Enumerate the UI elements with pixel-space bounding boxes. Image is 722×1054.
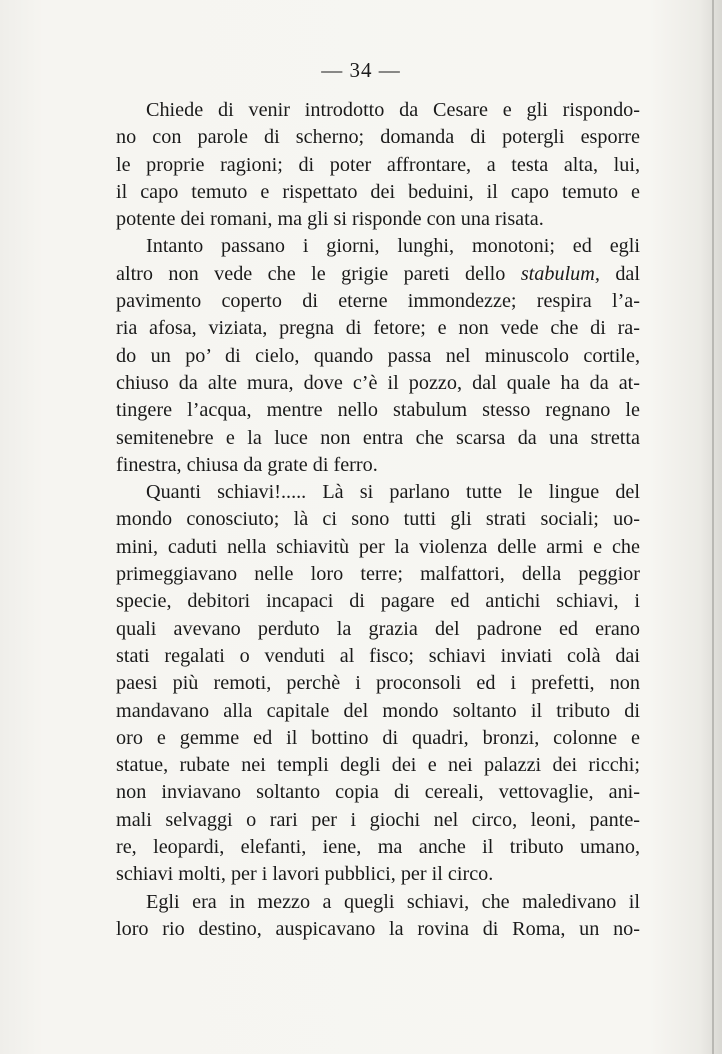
text-line: specie, debitori incapaci di pagare ed antichi schiavi, i bbox=[116, 590, 640, 613]
text-line: primeggiavano nelle loro terre; malfattori, della peggior bbox=[116, 563, 640, 586]
text-line: stati regalati o venduti al fisco; schiavi inviati colà dai bbox=[116, 644, 640, 667]
text-line: tingere l’acqua, mentre nello stabulum stesso regnano le bbox=[116, 399, 640, 422]
text-line: re, leopardi, elefanti, iene, ma anche il tributo umano, bbox=[116, 836, 640, 859]
page-number: — 34 — bbox=[321, 58, 401, 82]
text-line: semitenebre e la luce non entra che scarsa da una stretta bbox=[116, 426, 640, 449]
text-line: do un po’ di cielo, quando passa nel minuscolo cortile, bbox=[116, 344, 640, 367]
text-line: mandavano alla capitale del mondo soltanto il tributo di bbox=[116, 699, 640, 722]
text-line: il capo temuto e rispettato dei beduini, il capo temuto e bbox=[116, 180, 640, 203]
text-line: paesi più remoti, perchè i proconsoli ed i prefetti, non bbox=[116, 672, 640, 695]
text-line: Chiede di venir introdotto da Cesare e gli rispondo- bbox=[146, 99, 640, 121]
text-line: oro e gemme ed il bottino di quadri, bronzi, colonne e bbox=[116, 726, 640, 749]
text-line: Intanto passano i giorni, lunghi, monotoni; ed egli bbox=[146, 235, 640, 258]
paragraph-4 bbox=[116, 889, 640, 944]
text-line: finestra, chiusa da grate di ferro. bbox=[116, 453, 378, 476]
text-line-with-italic: altro non vede che le grigie pareti dello stabulum, dal bbox=[116, 262, 640, 285]
text-line: quali avevano perduto la grazia del padrone ed erano bbox=[116, 617, 640, 640]
italic-word: stabulum, bbox=[520, 262, 600, 285]
paragraph-2 bbox=[116, 233, 640, 479]
text-line: statue, rubate nei templi degli dei e nei palazzi dei ricchi; bbox=[116, 754, 640, 777]
text-line: loro rio destino, auspicavano la rovina di Roma, un no- bbox=[116, 917, 640, 940]
text-line: ria afosa, viziata, pregna di fetore; e non vede che di ra- bbox=[116, 317, 640, 340]
text-line: chiuso da alte mura, dove c’è il pozzo, dal quale ha da at- bbox=[116, 371, 640, 394]
text-line: mondo conosciuto; là ci sono tutti gli strati sociali; uo- bbox=[116, 508, 640, 531]
text-line: pavimento coperto di eterne immondezze; respira l’a- bbox=[116, 290, 640, 313]
paragraph-1 bbox=[116, 97, 640, 233]
text-line: potente dei romani, ma gli si risponde con una risata. bbox=[116, 208, 544, 231]
text-line: mini, caduti nella schiavitù per la violenza delle armi e che bbox=[116, 535, 640, 558]
paragraph-3 bbox=[116, 479, 640, 888]
text-line: non inviavano soltanto copia di cereali, vettovaglie, ani- bbox=[116, 781, 640, 804]
body-text bbox=[116, 97, 640, 943]
text-line: no con parole di scherno; domanda di potergli esporre bbox=[116, 126, 640, 149]
text-line: Egli era in mezzo a quegli schiavi, che maledivano il bbox=[146, 890, 640, 913]
text-line: schiavi molti, per i lavori pubblici, per il circo. bbox=[116, 863, 494, 886]
page-edge bbox=[712, 0, 714, 1054]
text-line: le proprie ragioni; di poter affrontare, a testa alta, lui, bbox=[116, 153, 640, 176]
text-line: mali selvaggi o rari per i giochi nel circo, leoni, pante- bbox=[116, 808, 640, 831]
text-line: Quanti schiavi!..... Là si parlano tutte le lingue del bbox=[146, 481, 640, 504]
